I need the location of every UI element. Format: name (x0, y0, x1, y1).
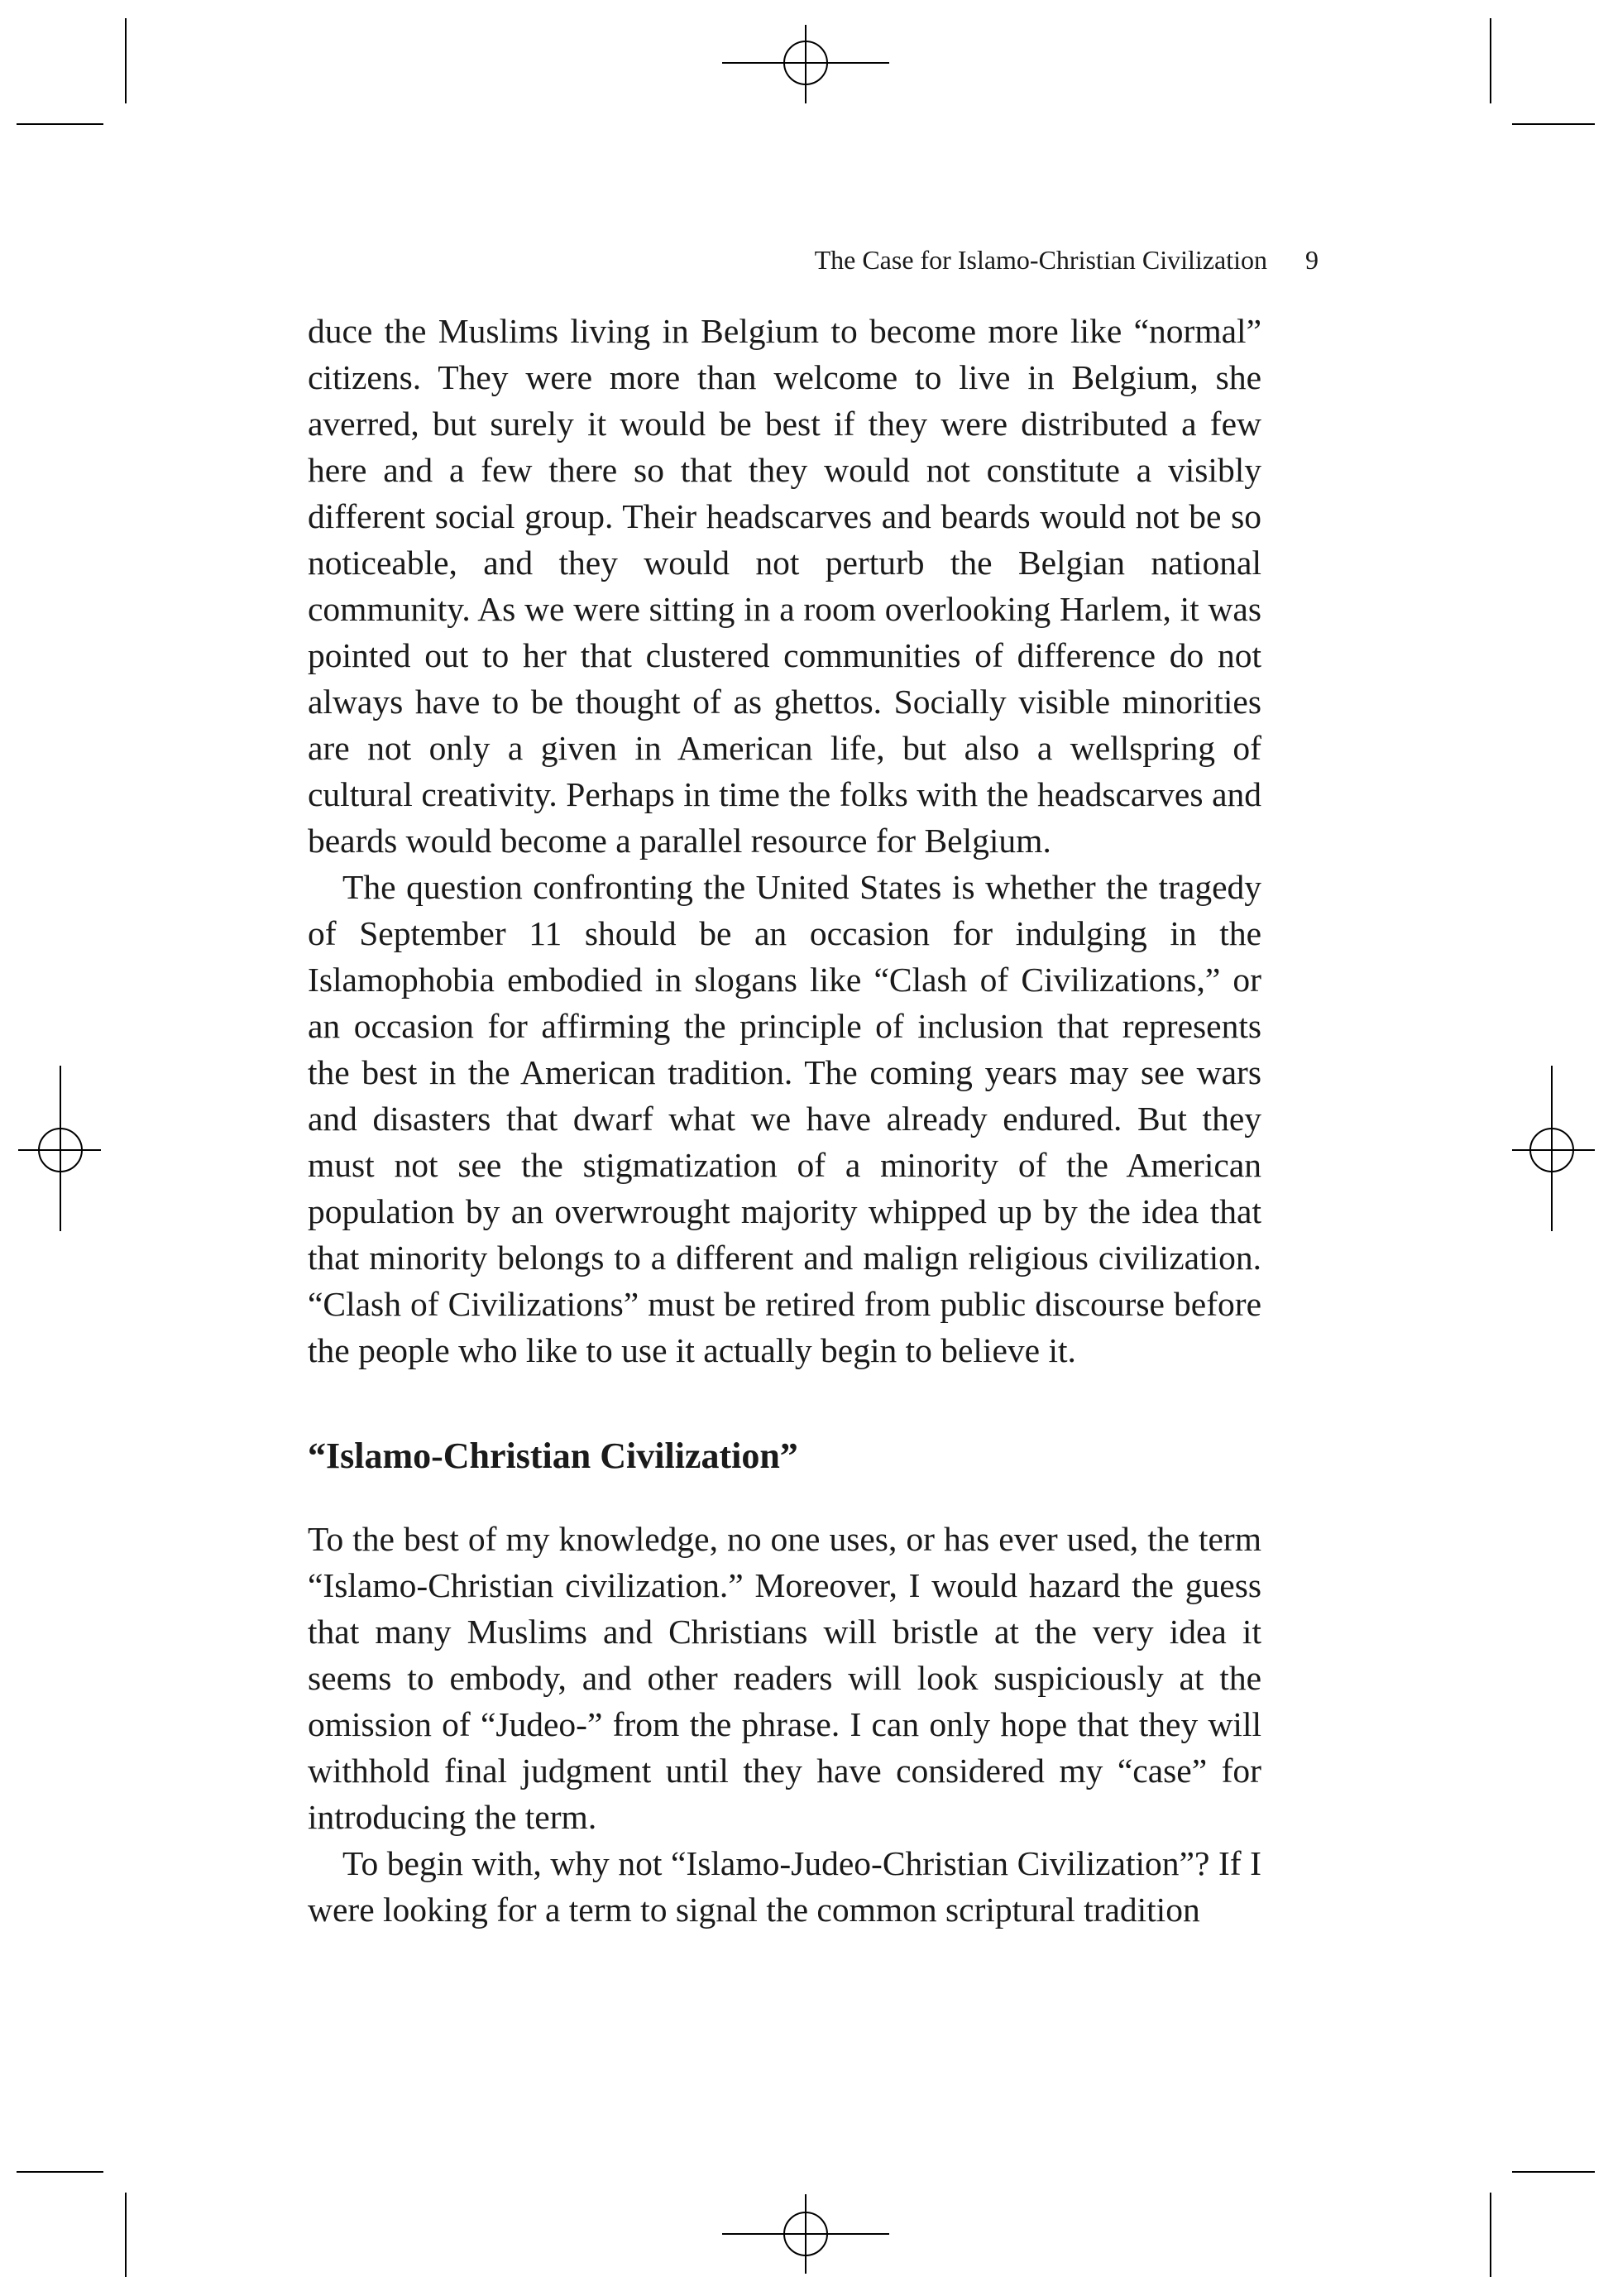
registration-target-right (1512, 1066, 1595, 1231)
section-heading: “Islamo-Christian Civilization” (308, 1436, 798, 1476)
paragraph-continued: duce the Muslims living in Belgium to become more like “normal” citizens. They were more than welcome to live in Belgium, she averred, but surely it would be best if they were distributed a few here and a few there so that they would not constitute a visibly different social group. Their headscarves and beards would not be so noticeable, and they would not perturb the Belgian national community. As we were sitting in a room overlooking Harlem, it was pointed out to her that clustered communities of difference do not always have to be thought of as ghettos. Socially visible minorities are not only a given in American life, but also a wellspring of cultural creativity. Perhaps in time the folks with the headscarves and beards would become a parallel resource for Belgium. (308, 312, 1261, 860)
paragraph-september-11: The question confronting the United States is whether the tragedy of September 11 should be an occasion for indulging in the Islamophobia embodied in slogans like “Clash of Civilizations,” or an occasion for affirming the principle of inclusion that represents the best in the American tradition. The coming years may see wars and disasters that dwarf what we have already endured. But they must not see the stigmatization of a minority of the American population by an overwrought majority whipped up by the idea that that minority belongs to a different and malign religious civilization. “Clash of Civilizations” must be retired from public discourse before the people who like to use it actually begin to believe it. (308, 868, 1261, 1369)
body-text (308, 308, 1261, 1933)
registration-target-left (18, 1066, 101, 1231)
page-number: 9 (1305, 245, 1319, 275)
registration-target-top (722, 25, 889, 103)
running-head-title: The Case for Islamo-Christian Civilization (814, 245, 1267, 275)
running-head (308, 240, 1319, 280)
paragraph-term-introduction: To the best of my knowledge, no one uses, or has ever used, the term “Islamo-Christian civilization.” Moreover, I would hazard the guess that many Muslims and Christians will bristle at the very idea it seems to embody, and other readers will look suspiciously at the omission of “Judeo-” from the phrase. I can only hope that they will withhold final judgment until they have considered my “case” for introducing the term. (308, 1520, 1261, 1836)
paragraph-why-not-judeo: To begin with, why not “Islamo-Judeo-Christian Civilization”? If I were looking for a term to signal the common scriptural tradition (308, 1844, 1261, 1929)
registration-target-bottom (722, 2194, 889, 2274)
